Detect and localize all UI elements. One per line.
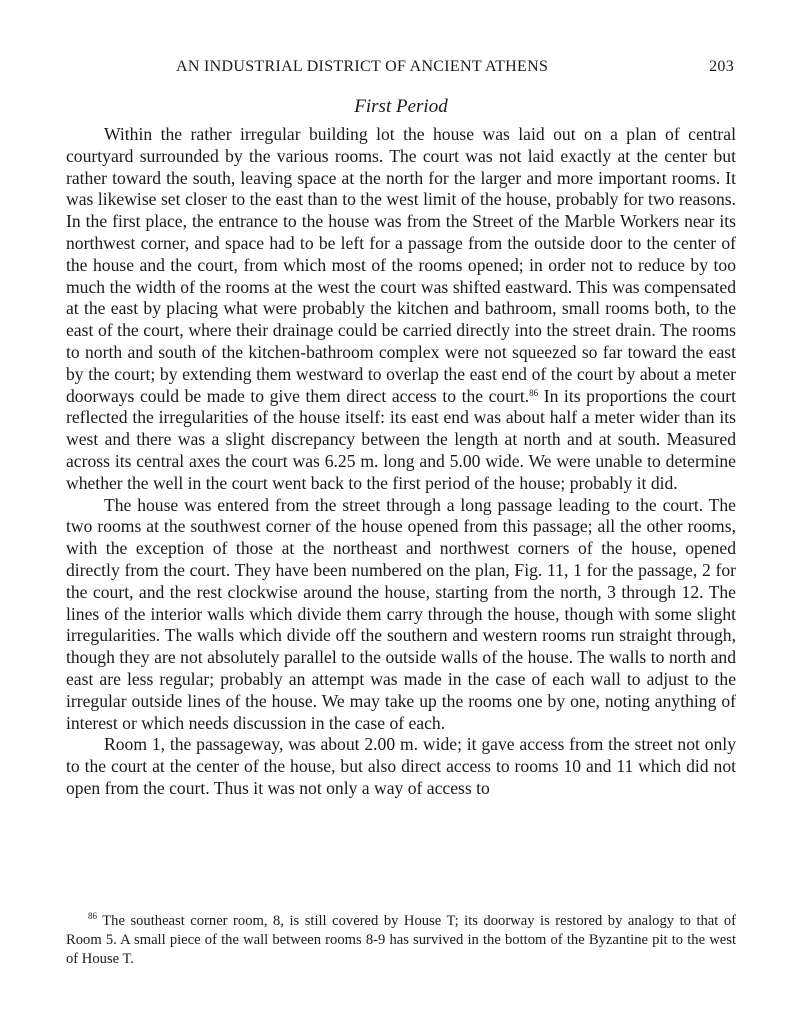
footnote-paragraph bbox=[66, 912, 736, 969]
page bbox=[66, 0, 736, 1024]
running-title: AN INDUSTRIAL DISTRICT OF ANCIENT ATHENS bbox=[176, 58, 549, 75]
paragraph bbox=[66, 124, 736, 495]
footnote bbox=[66, 912, 736, 969]
running-head bbox=[66, 58, 736, 80]
body-text bbox=[66, 124, 736, 800]
paragraph-text: In its proportions the court reflected the irregularities of the house itself: its east end was about half a meter wider than its west and there was a slight discrepancy between the length at north and at south. Measured across its central axes the court was 6.25 m. long and 5.00 wide. We were unable to determine whether the well in the court went back to the first period of the house; probably it did. bbox=[66, 385, 736, 493]
footnote-reference: 86 bbox=[529, 387, 539, 398]
paragraph-text: Within the rather irregular building lot the house was laid out on a plan of central courtyard surrounded by the various rooms. The court was not laid exactly at the center but rather toward the south, leaving space at the north for the larger and more important rooms. It was likewise set closer to the east than to the west limit of the house, probably for two reasons. In the first place, the entrance to the house was from the Street of the Marble Workers near its northwest corner, and space had to be left for a passage from the outside door to the center of the house and the court, from which most of the rooms opened; in order not to reduce by too much the width of the rooms at the west the court was shifted eastward. This was compensated at the east by placing what were probably the kitchen and bathroom, small rooms both, to the east of the court, where their drainage could be carried directly into the street drain. The rooms to north and south of the kitchen-bathroom complex were not squeezed so far toward the east by the court; by extending them westward to overlap the east end of the court by about a meter doorways could be made to give them direct access to the court. bbox=[66, 124, 736, 406]
page-number: 203 bbox=[709, 58, 734, 75]
paragraph: The house was entered from the street through a long passage leading to the court. The two rooms at the southwest corner of the house opened from this passage; all the other rooms, with the exception of those at the northeast and northwest corners of the house, opened directly from the court. They have been numbered on the plan, Fig. 11, 1 for the passage, 2 for the court, and the rest clockwise around the house, starting from the north, 3 through 12. The lines of the interior walls which divide them carry through the house, though with some slight irregularities. The walls which divide off the southern and western rooms run straight through, though they are not absolutely parallel to the outside walls of the house. The walls to north and east are less regular; probably an attempt was made in the case of each wall to adjust to the irregular outside lines of the house. We may take up the rooms one by one, noting anything of interest or which needs discussion in the case of each. bbox=[66, 494, 736, 733]
footnote-text: The southeast corner room, 8, is still covered by House T; its doorway is restored by analogy to that of Room 5. A small piece of the wall between rooms 8-9 has survived in the bottom of the Byzantine pit to the west of House T. bbox=[66, 913, 736, 967]
section-heading: First Period bbox=[354, 96, 448, 117]
footnote-number: 86 bbox=[88, 911, 97, 921]
paragraph: Room 1, the passageway, was about 2.00 m. wide; it gave access from the street not only to the court at the center of the house, but also direct access to rooms 10 and 11 which did not open from the court. Thus it was not only a way of access to bbox=[66, 734, 736, 798]
